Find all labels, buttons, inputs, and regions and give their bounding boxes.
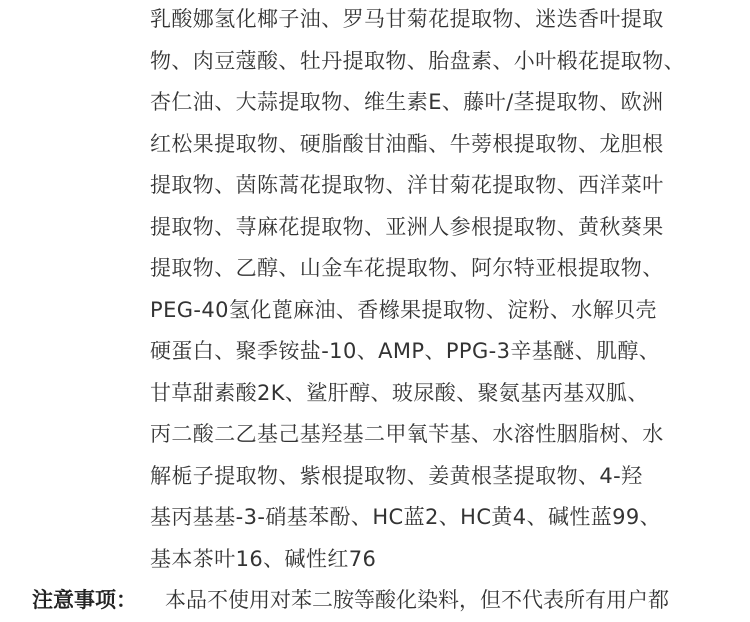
ingredient-list: [150, 0, 740, 580]
ingredient-line: 基丙基基-3-硝基苯酚、HC蓝2、HC黄4、碱性蓝99、: [150, 505, 662, 529]
ingredient-line: 硬蛋白、聚季铵盐-10、AMP、PPG-3辛基醚、肌醇、: [150, 339, 661, 363]
ingredient-line: PEG-40氢化蓖麻油、香橼果提取物、淀粉、水解贝壳: [150, 297, 657, 322]
ingredient-line: 丙二酸二乙基己基羟基二甲氧苄基、水溶性胭脂树、水: [150, 422, 664, 446]
ingredient-line: 解栀子提取物、紫根提取物、姜黄根茎提取物、4-羟: [150, 463, 643, 488]
notice-row: [32, 580, 750, 622]
ingredient-line: 物、肉豆蔻酸、牡丹提取物、胎盘素、小叶椴花提取物、: [150, 48, 685, 73]
notice-label: 注意事项：: [32, 588, 137, 612]
ingredient-line: 杏仁油、大蒜提取物、维生素E、藤叶/茎提取物、欧洲: [150, 90, 664, 114]
ingredient-line: 提取物、茵陈蒿花提取物、洋甘菊花提取物、西洋菜叶: [150, 173, 664, 197]
ingredient-line: 乳酸娜氢化椰子油、罗马甘菊花提取物、迷迭香叶提取: [150, 7, 664, 31]
ingredient-line: 基本茶叶16、碱性红76: [150, 546, 377, 571]
notice-text: 本品不使用对苯二胺等酸化染料，但不代表所有用户都: [165, 588, 669, 612]
ingredient-line: 提取物、乙醇、山金车花提取物、阿尔特亚根提取物、: [150, 256, 664, 280]
ingredient-line: 红松果提取物、硬脂酸甘油酯、牛蒡根提取物、龙胆根: [150, 131, 664, 156]
ingredient-line: 甘草甜素酸2K、鲨肝醇、玻尿酸、聚氨基丙基双胍、: [150, 380, 649, 405]
ingredient-line: 提取物、荨麻花提取物、亚洲人参根提取物、黄秋葵果: [150, 214, 664, 239]
